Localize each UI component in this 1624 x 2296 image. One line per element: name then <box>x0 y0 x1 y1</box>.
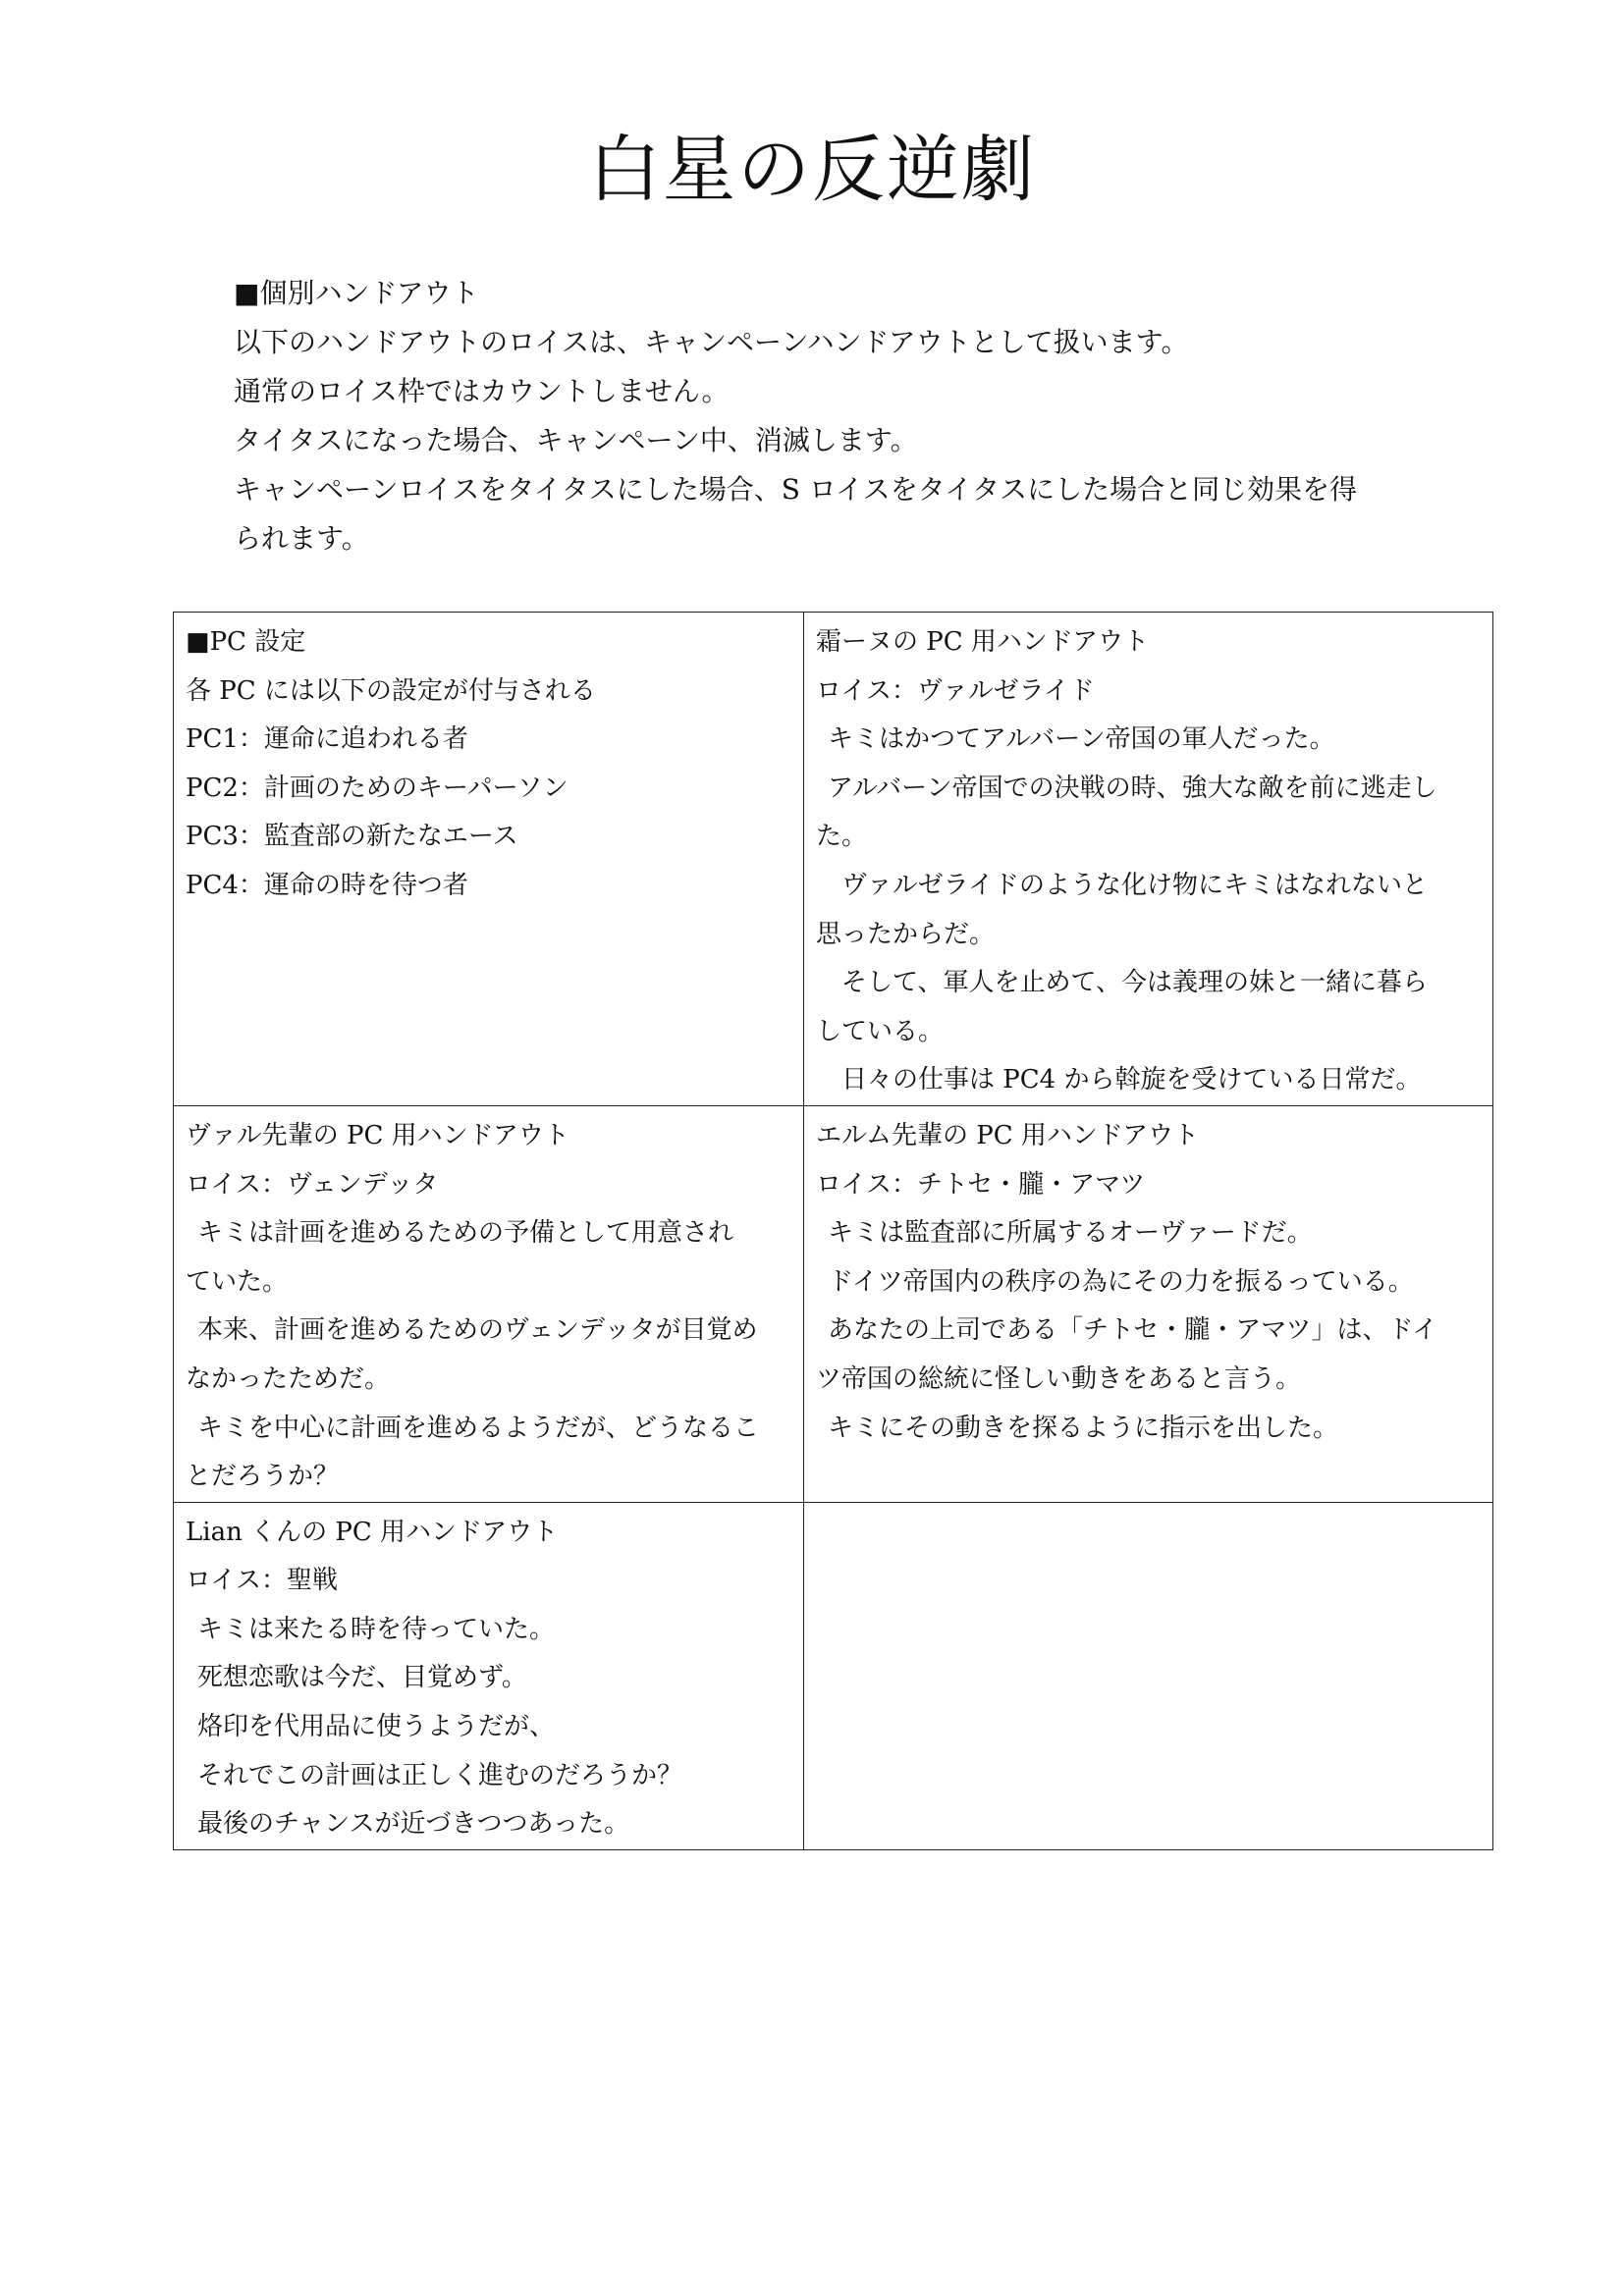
cell-line: PC4：運命の時を待つ者 <box>186 870 468 900</box>
cell-line: それでこの計画は正しく進むのだろうか？ <box>197 1760 683 1790</box>
intro-line: 以下のハンドアウトのロイスは、キャンペーンハンドアウトとして扱います。 <box>234 326 1189 358</box>
cell-line: キミにその動きを探るように指示を出した。 <box>828 1413 1339 1443</box>
cell-heading: 霜ーヌの PC 用ハンドアウト <box>816 627 1150 657</box>
intro-line: タイタスになった場合、キャンペーン中、消滅します。 <box>234 424 918 456</box>
intro-line: キャンペーンロイスをタイタスにした場合、S ロイスをタイタスにした場合と同じ効果を得 <box>234 473 1358 506</box>
table-row <box>174 613 1493 1106</box>
cell-line: アルバーン帝国での決戦の時、強大な敵を前に逃走し <box>828 773 1437 803</box>
lian-handout-cell <box>174 1502 804 1849</box>
cell-line: そして、軍人を止めて、今は義理の妹と一緒に暮ら <box>841 968 1428 998</box>
cell-line: 最後のチャンスが近づきつつあった。 <box>197 1809 630 1840</box>
cell-line: PC1：運命に追われる者 <box>186 724 468 755</box>
intro-line: 通常のロイス枠ではカウントしません。 <box>234 375 730 407</box>
table-row <box>174 1105 1493 1502</box>
pc-settings-cell <box>174 613 804 1106</box>
cell-line: ロイス：ヴェンデッタ <box>186 1169 439 1200</box>
cell-line: 思ったからだ。 <box>816 919 996 949</box>
intro-heading: ■個別ハンドアウト <box>234 277 479 309</box>
cell-line: ロイス：チトセ・朧・アマツ <box>816 1169 1146 1200</box>
cell-line: なかったためだ。 <box>186 1363 391 1394</box>
intro-line: られます。 <box>234 522 369 555</box>
cell-heading: ■PC 設定 <box>186 627 306 657</box>
cell-heading: エルム先輩の PC 用ハンドアウト <box>816 1120 1200 1150</box>
cell-line: キミは監査部に所属するオーヴァードだ。 <box>828 1218 1313 1249</box>
table-row <box>174 1502 1493 1849</box>
elm-handout-cell <box>804 1105 1493 1502</box>
cell-line: している。 <box>816 1016 945 1046</box>
intro-section <box>234 269 1402 563</box>
cell-line: キミは計画を進めるための予備として用意され <box>197 1218 734 1249</box>
cell-line: PC2：計画のためのキーパーソン <box>186 773 568 803</box>
cell-line: ていた。 <box>186 1266 289 1297</box>
empty-cell <box>804 1502 1493 1849</box>
cell-line: 烙印を代用品に使うようだが、 <box>197 1712 556 1742</box>
document-title: 白星の反逆劇 <box>588 128 1036 212</box>
cell-line: あなたの上司である「チトセ・朧・アマツ」は、ドイ <box>828 1315 1438 1346</box>
cell-heading: ヴァル先輩の PC 用ハンドアウト <box>186 1120 569 1150</box>
cell-line: た。 <box>816 822 868 852</box>
cell-line: 本来、計画を進めるためのヴェンデッタが目覚め <box>197 1315 758 1346</box>
cell-line: ドイツ帝国内の秩序の為にその力を振るっている。 <box>828 1266 1414 1297</box>
cell-line: キミを中心に計画を進めるようだが、どうなるこ <box>197 1413 760 1443</box>
cell-line: ロイス：聖戦 <box>186 1566 338 1596</box>
val-handout-cell <box>174 1105 804 1502</box>
shimonu-handout-cell <box>804 613 1493 1106</box>
cell-line: 日々の仕事は PC4 から斡旋を受けている日常だ。 <box>841 1065 1422 1095</box>
cell-line: ヴァルゼライドのような化け物にキミはなれないと <box>841 870 1428 900</box>
cell-line: ロイス：ヴァルゼライド <box>816 675 1095 706</box>
cell-line: 各 PC には以下の設定が付与される <box>186 675 596 706</box>
cell-line: 死想恋歌は今だ、目覚めず。 <box>197 1663 527 1693</box>
cell-line: ツ帝国の総統に怪しい動きをあると言う。 <box>816 1363 1302 1394</box>
handout-table <box>173 612 1493 1850</box>
cell-line: キミは来たる時を待っていた。 <box>197 1614 556 1644</box>
cell-line: PC3：監査部の新たなエース <box>186 822 518 852</box>
cell-line: キミはかつてアルバーン帝国の軍人だった。 <box>828 724 1335 755</box>
cell-heading: Lian くんの PC 用ハンドアウト <box>186 1517 559 1547</box>
cell-line: とだろうか？ <box>186 1462 340 1492</box>
